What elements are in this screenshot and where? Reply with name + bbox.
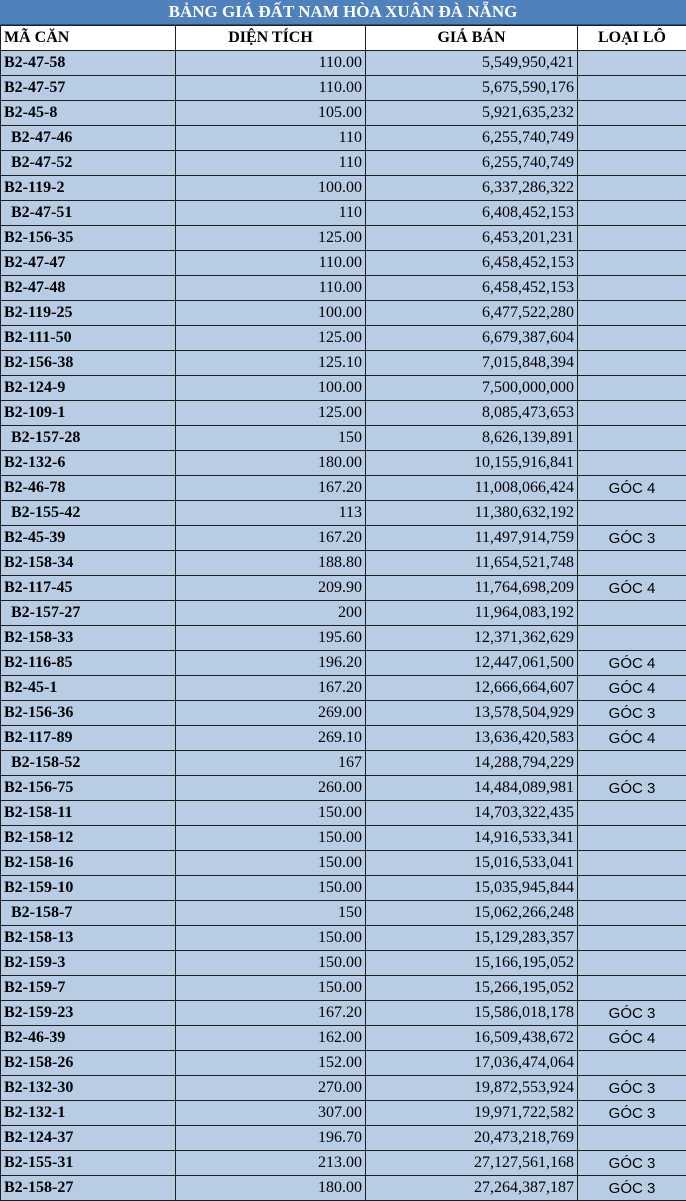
cell-price: 10,155,916,841 <box>366 451 578 476</box>
cell-type <box>578 376 686 401</box>
cell-area: 188.80 <box>176 551 366 576</box>
cell-code: B2-156-36 <box>1 701 176 726</box>
cell-type <box>578 301 686 326</box>
cell-area: 105.00 <box>176 101 366 126</box>
cell-price: 15,035,945,844 <box>366 876 578 901</box>
cell-area: 150.00 <box>176 851 366 876</box>
table-row <box>1 1051 686 1076</box>
cell-price: 16,509,438,672 <box>366 1026 578 1051</box>
table-row <box>1 126 686 151</box>
table-row <box>1 176 686 201</box>
cell-area: 180.00 <box>176 451 366 476</box>
cell-price: 14,916,533,341 <box>366 826 578 851</box>
table-row <box>1 51 686 76</box>
cell-area: 180.00 <box>176 1176 366 1201</box>
cell-area: 307.00 <box>176 1101 366 1126</box>
cell-code: B2-45-1 <box>1 676 176 701</box>
cell-code: B2-158-34 <box>1 551 176 576</box>
cell-area: 110.00 <box>176 251 366 276</box>
table-row <box>1 201 686 226</box>
cell-code: B2-111-50 <box>1 326 176 351</box>
cell-price: 8,085,473,653 <box>366 401 578 426</box>
cell-code: B2-47-51 <box>1 201 176 226</box>
cell-area: 150.00 <box>176 876 366 901</box>
cell-code: B2-47-58 <box>1 51 176 76</box>
cell-type <box>578 351 686 376</box>
cell-code: B2-119-2 <box>1 176 176 201</box>
cell-code: B2-132-30 <box>1 1076 176 1101</box>
table-row <box>1 101 686 126</box>
cell-price: 15,166,195,052 <box>366 951 578 976</box>
table-row <box>1 276 686 301</box>
cell-type <box>578 1051 686 1076</box>
cell-area: 150.00 <box>176 976 366 1001</box>
cell-area: 270.00 <box>176 1076 366 1101</box>
cell-price: 15,129,283,357 <box>366 926 578 951</box>
table-row <box>1 226 686 251</box>
cell-area: 125.00 <box>176 326 366 351</box>
header-area: DIỆN TÍCH <box>176 26 366 51</box>
cell-price: 6,453,201,231 <box>366 226 578 251</box>
cell-code: B2-45-8 <box>1 101 176 126</box>
cell-area: 152.00 <box>176 1051 366 1076</box>
table-row <box>1 426 686 451</box>
table-row <box>1 626 686 651</box>
cell-price: 5,549,950,421 <box>366 51 578 76</box>
cell-area: 125.10 <box>176 351 366 376</box>
cell-area: 269.00 <box>176 701 366 726</box>
cell-area: 269.10 <box>176 726 366 751</box>
cell-type <box>578 326 686 351</box>
cell-code: B2-119-25 <box>1 301 176 326</box>
cell-area: 110 <box>176 126 366 151</box>
cell-code: B2-117-45 <box>1 576 176 601</box>
cell-type <box>578 826 686 851</box>
header-row <box>1 26 686 51</box>
cell-price: 11,008,066,424 <box>366 476 578 501</box>
cell-code: B2-132-1 <box>1 1101 176 1126</box>
cell-price: 19,971,722,582 <box>366 1101 578 1126</box>
cell-type <box>578 151 686 176</box>
table-row <box>1 1101 686 1126</box>
table-row <box>1 851 686 876</box>
cell-area: 167 <box>176 751 366 776</box>
cell-price: 6,255,740,749 <box>366 126 578 151</box>
cell-price: 15,062,266,248 <box>366 901 578 926</box>
cell-area: 196.20 <box>176 651 366 676</box>
cell-type <box>578 951 686 976</box>
table-row <box>1 351 686 376</box>
cell-area: 167.20 <box>176 676 366 701</box>
cell-area: 196.70 <box>176 1126 366 1151</box>
cell-area: 260.00 <box>176 776 366 801</box>
cell-price: 6,458,452,153 <box>366 276 578 301</box>
cell-area: 110.00 <box>176 276 366 301</box>
cell-area: 110.00 <box>176 76 366 101</box>
cell-type <box>578 1126 686 1151</box>
cell-area: 150.00 <box>176 801 366 826</box>
cell-type <box>578 101 686 126</box>
cell-code: B2-109-1 <box>1 401 176 426</box>
cell-code: B2-46-39 <box>1 1026 176 1051</box>
cell-price: 19,872,553,924 <box>366 1076 578 1101</box>
table-row <box>1 876 686 901</box>
cell-type <box>578 126 686 151</box>
cell-code: B2-159-10 <box>1 876 176 901</box>
cell-area: 110 <box>176 151 366 176</box>
cell-area: 100.00 <box>176 301 366 326</box>
cell-price: 14,288,794,229 <box>366 751 578 776</box>
cell-code: B2-117-89 <box>1 726 176 751</box>
cell-code: B2-158-16 <box>1 851 176 876</box>
table-row <box>1 1176 686 1201</box>
cell-type <box>578 51 686 76</box>
table-row <box>1 976 686 1001</box>
cell-price: 13,578,504,929 <box>366 701 578 726</box>
table-row <box>1 751 686 776</box>
cell-area: 167.20 <box>176 476 366 501</box>
cell-area: 195.60 <box>176 626 366 651</box>
cell-price: 11,964,083,192 <box>366 601 578 626</box>
cell-code: B2-158-52 <box>1 751 176 776</box>
cell-type <box>578 501 686 526</box>
cell-area: 162.00 <box>176 1026 366 1051</box>
cell-type <box>578 251 686 276</box>
cell-code: B2-47-46 <box>1 126 176 151</box>
cell-type <box>578 76 686 101</box>
cell-type <box>578 751 686 776</box>
cell-price: 13,636,420,583 <box>366 726 578 751</box>
cell-area: 150 <box>176 901 366 926</box>
cell-code: B2-158-7 <box>1 901 176 926</box>
cell-code: B2-47-57 <box>1 76 176 101</box>
cell-area: 200 <box>176 601 366 626</box>
cell-price: 8,626,139,891 <box>366 426 578 451</box>
cell-area: 167.20 <box>176 1001 366 1026</box>
header-price: GIÁ BÁN <box>366 26 578 51</box>
cell-type <box>578 926 686 951</box>
cell-price: 6,408,452,153 <box>366 201 578 226</box>
cell-price: 7,015,848,394 <box>366 351 578 376</box>
cell-area: 100.00 <box>176 176 366 201</box>
table-row <box>1 401 686 426</box>
cell-type: GÓC 4 <box>578 726 686 751</box>
cell-type: GÓC 4 <box>578 1026 686 1051</box>
cell-type <box>578 201 686 226</box>
cell-price: 6,458,452,153 <box>366 251 578 276</box>
table-row <box>1 451 686 476</box>
cell-code: B2-124-37 <box>1 1126 176 1151</box>
cell-price: 6,337,286,322 <box>366 176 578 201</box>
table-row <box>1 476 686 501</box>
cell-code: B2-159-7 <box>1 976 176 1001</box>
cell-type <box>578 226 686 251</box>
cell-type: GÓC 3 <box>578 776 686 801</box>
cell-code: B2-116-85 <box>1 651 176 676</box>
cell-type: GÓC 4 <box>578 651 686 676</box>
cell-price: 27,264,387,187 <box>366 1176 578 1201</box>
cell-area: 125.00 <box>176 226 366 251</box>
cell-price: 14,703,322,435 <box>366 801 578 826</box>
table-row <box>1 651 686 676</box>
cell-type <box>578 451 686 476</box>
table-row <box>1 601 686 626</box>
cell-price: 11,654,521,748 <box>366 551 578 576</box>
cell-price: 11,380,632,192 <box>366 501 578 526</box>
cell-type: GÓC 3 <box>578 1001 686 1026</box>
table-row <box>1 1151 686 1176</box>
cell-area: 100.00 <box>176 376 366 401</box>
cell-price: 17,036,474,064 <box>366 1051 578 1076</box>
cell-type: GÓC 4 <box>578 576 686 601</box>
cell-type <box>578 551 686 576</box>
table-row <box>1 676 686 701</box>
cell-type <box>578 626 686 651</box>
cell-type <box>578 176 686 201</box>
cell-type <box>578 901 686 926</box>
cell-price: 5,921,635,232 <box>366 101 578 126</box>
cell-area: 125.00 <box>176 401 366 426</box>
cell-type <box>578 801 686 826</box>
cell-area: 110.00 <box>176 51 366 76</box>
cell-area: 209.90 <box>176 576 366 601</box>
table-row <box>1 1076 686 1101</box>
table-row <box>1 801 686 826</box>
cell-code: B2-155-42 <box>1 501 176 526</box>
cell-code: B2-156-75 <box>1 776 176 801</box>
cell-area: 150.00 <box>176 926 366 951</box>
cell-code: B2-158-12 <box>1 826 176 851</box>
cell-type <box>578 426 686 451</box>
cell-code: B2-158-11 <box>1 801 176 826</box>
cell-price: 6,679,387,604 <box>366 326 578 351</box>
table-row <box>1 76 686 101</box>
cell-code: B2-156-38 <box>1 351 176 376</box>
cell-code: B2-158-26 <box>1 1051 176 1076</box>
table-row <box>1 901 686 926</box>
cell-price: 12,447,061,500 <box>366 651 578 676</box>
table-row <box>1 1026 686 1051</box>
cell-code: B2-155-31 <box>1 1151 176 1176</box>
table-row <box>1 701 686 726</box>
cell-type <box>578 601 686 626</box>
cell-area: 167.20 <box>176 526 366 551</box>
cell-type: GÓC 3 <box>578 1176 686 1201</box>
cell-code: B2-47-47 <box>1 251 176 276</box>
cell-price: 11,764,698,209 <box>366 576 578 601</box>
cell-code: B2-158-13 <box>1 926 176 951</box>
price-table <box>0 25 686 1201</box>
table-row <box>1 826 686 851</box>
cell-code: B2-132-6 <box>1 451 176 476</box>
table-row <box>1 951 686 976</box>
cell-type: GÓC 3 <box>578 1101 686 1126</box>
cell-area: 150.00 <box>176 826 366 851</box>
cell-price: 15,266,195,052 <box>366 976 578 1001</box>
cell-price: 15,586,018,178 <box>366 1001 578 1026</box>
table-row <box>1 1001 686 1026</box>
table-body <box>1 51 686 1201</box>
cell-code: B2-158-27 <box>1 1176 176 1201</box>
table-row <box>1 926 686 951</box>
cell-area: 150 <box>176 426 366 451</box>
cell-type: GÓC 3 <box>578 1076 686 1101</box>
table-row <box>1 151 686 176</box>
table-row <box>1 551 686 576</box>
table-row <box>1 501 686 526</box>
cell-type <box>578 976 686 1001</box>
table-row <box>1 526 686 551</box>
header-type: LOẠI LÔ <box>578 26 686 51</box>
cell-code: B2-159-3 <box>1 951 176 976</box>
cell-type <box>578 876 686 901</box>
table-row <box>1 576 686 601</box>
cell-type <box>578 401 686 426</box>
table-row <box>1 776 686 801</box>
table-row <box>1 1126 686 1151</box>
table-row <box>1 301 686 326</box>
cell-area: 110 <box>176 201 366 226</box>
cell-code: B2-157-27 <box>1 601 176 626</box>
cell-price: 6,255,740,749 <box>366 151 578 176</box>
cell-code: B2-156-35 <box>1 226 176 251</box>
cell-price: 6,477,522,280 <box>366 301 578 326</box>
table-row <box>1 376 686 401</box>
cell-price: 11,497,914,759 <box>366 526 578 551</box>
cell-price: 27,127,561,168 <box>366 1151 578 1176</box>
cell-code: B2-158-33 <box>1 626 176 651</box>
cell-type: GÓC 4 <box>578 676 686 701</box>
cell-price: 15,016,533,041 <box>366 851 578 876</box>
cell-code: B2-46-78 <box>1 476 176 501</box>
cell-type <box>578 851 686 876</box>
table-row <box>1 726 686 751</box>
cell-area: 113 <box>176 501 366 526</box>
cell-price: 7,500,000,000 <box>366 376 578 401</box>
cell-area: 150.00 <box>176 951 366 976</box>
cell-price: 5,675,590,176 <box>366 76 578 101</box>
table-row <box>1 251 686 276</box>
table-header <box>1 26 686 51</box>
cell-code: B2-157-28 <box>1 426 176 451</box>
cell-price: 20,473,218,769 <box>366 1126 578 1151</box>
cell-type: GÓC 3 <box>578 526 686 551</box>
table-row <box>1 326 686 351</box>
cell-type: GÓC 4 <box>578 476 686 501</box>
cell-price: 12,371,362,629 <box>366 626 578 651</box>
cell-type: GÓC 3 <box>578 701 686 726</box>
cell-code: B2-45-39 <box>1 526 176 551</box>
cell-type <box>578 276 686 301</box>
cell-code: B2-159-23 <box>1 1001 176 1026</box>
cell-code: B2-47-52 <box>1 151 176 176</box>
cell-code: B2-124-9 <box>1 376 176 401</box>
sheet-title: BẢNG GIÁ ĐẤT NAM HÒA XUÂN ĐÀ NẴNG <box>0 0 686 25</box>
header-code: MÃ CĂN <box>1 26 176 51</box>
cell-area: 213.00 <box>176 1151 366 1176</box>
cell-price: 14,484,089,981 <box>366 776 578 801</box>
cell-code: B2-47-48 <box>1 276 176 301</box>
cell-type: GÓC 3 <box>578 1151 686 1176</box>
cell-price: 12,666,664,607 <box>366 676 578 701</box>
